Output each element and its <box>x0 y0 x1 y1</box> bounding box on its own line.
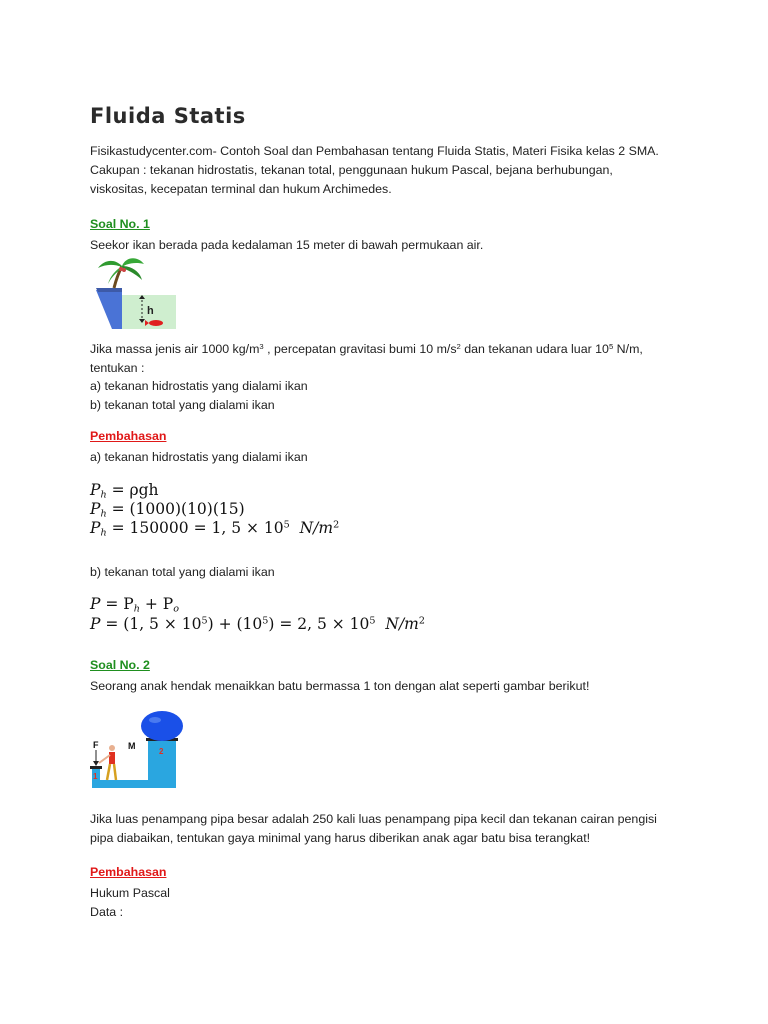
figure-hydraulic-lift <box>90 708 190 792</box>
depth-label: h <box>147 305 154 317</box>
intro-line-1: Fisikastudycenter.com- Contoh Soal dan Pembahasan tentang Fluida Statis, Materi Fisika kelas 2 SMA. <box>90 144 659 158</box>
equation-4: $P = P_h + P_o$ <box>90 595 179 615</box>
label-2: 2 <box>159 747 164 756</box>
figure-fish-depth <box>92 252 182 332</box>
pembahasan-2-line-1: Hukum Pascal <box>90 886 170 900</box>
soal-1-text: Seekor ikan berada pada kedalaman 15 meter di bawah permukaan air. <box>90 238 484 252</box>
soal-2-heading[interactable]: Soal No. 2 <box>90 658 150 672</box>
label-F: F <box>93 740 99 750</box>
equation-3: $P_h = 150000 = 1$, $5 \times 10^5$ $N/m^2$ <box>90 519 340 539</box>
palm-tree-icon <box>98 258 144 288</box>
pembahasan-1-heading[interactable]: Pembahasan <box>90 429 167 443</box>
intro-line-2: Cakupan : tekanan hidrostatis, tekanan total, penggunaan hukum Pascal, bejana berhubungan, <box>90 163 613 177</box>
soal-1-question-a: a) tekanan hidrostatis yang dialami ikan <box>90 379 308 393</box>
soal-2-question-line-1: Jika luas penampang pipa besar adalah 250 kali luas penampang pipa kecil dan tekanan cairan pengisi <box>90 812 657 826</box>
small-piston <box>90 766 102 769</box>
soal-1-question-line-1: Jika massa jenis air 1000 $kg/m^3$ , percepatan gravitasi bumi 10 $m/s^2$ dan tekanan udara luar $10^5$ N/m, <box>90 341 643 356</box>
soal-1-question-b: b) tekanan total yang dialami ikan <box>90 398 275 412</box>
cliff-face <box>96 290 122 329</box>
label-M: M <box>128 741 136 751</box>
soal-2-text: Seorang anak hendak menaikkan batu bermassa 1 ton dengan alat seperti gambar berikut! <box>90 679 590 693</box>
soal-1-question-line-2: tentukan : <box>90 361 145 375</box>
pembahasan-2-line-2: Data : <box>90 905 124 919</box>
intro-line-3: viskositas, kecepatan terminal dan hukum Archimedes. <box>90 182 392 196</box>
pembahasan-1-b-label: b) tekanan total yang dialami ikan <box>90 565 275 579</box>
soal-1-heading[interactable]: Soal No. 1 <box>90 217 150 231</box>
equation-2: $P_h = (1000)(10)(15)$ <box>90 500 245 520</box>
child-icon <box>99 745 116 780</box>
page-title: Fluida Statis <box>90 104 246 128</box>
equation-1: $P_h = \rho gh$ <box>90 481 159 501</box>
pembahasan-1-a-label: a) tekanan hidrostatis yang dialami ikan <box>90 450 308 464</box>
equation-5: P = (1, $5 \times 10^5) + (10^5) = 2$, $5 \times 10^5$ $N/m^2$ <box>90 615 425 633</box>
soal-2-question-line-2: pipa diabaikan, tentukan gaya minimal yang harus diberikan anak agar batu bisa terangkat! <box>90 831 591 845</box>
boulder-icon <box>141 711 183 741</box>
label-1: 1 <box>93 772 98 781</box>
pembahasan-2-heading[interactable]: Pembahasan <box>90 865 167 879</box>
